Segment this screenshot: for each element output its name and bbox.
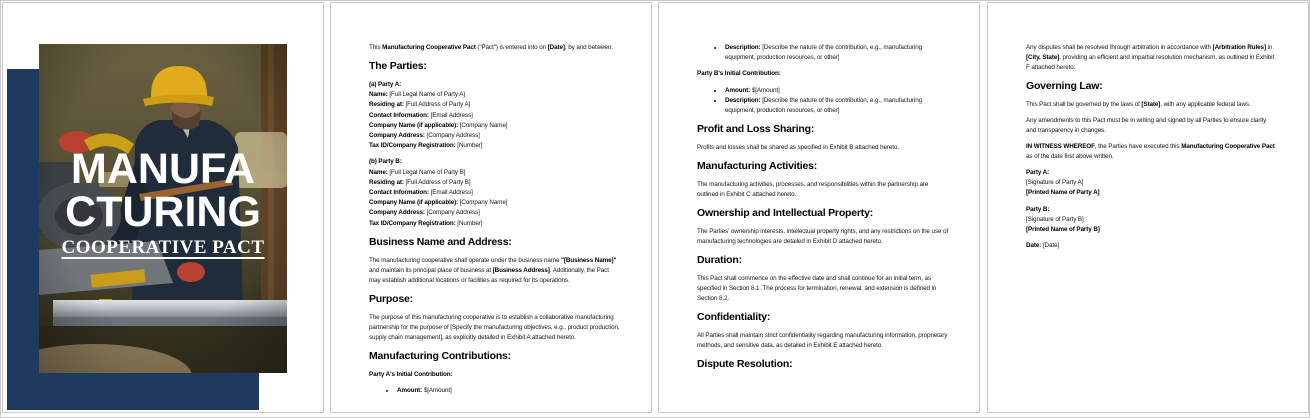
page-3-content — [697, 43, 949, 378]
text: [Full Legal Name of Party B] — [387, 168, 466, 176]
text: and maintain its principal place of business at — [369, 266, 493, 274]
text-line — [369, 100, 621, 110]
text: [Describe the nature of the contribution, e.g., manufacturing equipment, production resources, or other] — [725, 96, 923, 115]
bold-text: Amount: — [725, 86, 751, 94]
bold-text: Party B's Initial Contribution: — [697, 70, 781, 78]
text: in — [1265, 44, 1273, 51]
text: , with any applicable federal laws. — [1160, 101, 1251, 108]
bold-text: Contact Information: — [369, 189, 429, 197]
text: , the Parties have executed this — [1094, 143, 1182, 150]
bold-text: "[Business Name]" — [561, 256, 617, 264]
text: . Additionally, the Pact may establish additional locations or facilities as required for its operations. — [369, 266, 609, 284]
paragraph — [1026, 116, 1278, 136]
text-line — [369, 188, 621, 198]
paragraph — [1026, 142, 1278, 162]
bold-text: Amount: — [397, 387, 423, 395]
section-heading: Manufacturing Activities: — [697, 160, 818, 173]
text-line — [1026, 225, 1278, 235]
text: The manufacturing cooperative shall operate under the business name — [369, 256, 562, 264]
text: [Email Address] — [428, 111, 473, 119]
cover-title[interactable] — [39, 145, 287, 236]
section-heading: Governing Law: — [1026, 80, 1103, 92]
document-page-2[interactable] — [330, 2, 652, 413]
paragraph — [697, 180, 949, 200]
text: [Email Address] — [428, 189, 473, 197]
text-line — [369, 131, 621, 141]
bold-text: IN WITNESS WHEREOF — [1026, 143, 1095, 150]
text-line — [369, 370, 621, 380]
text-line — [369, 90, 621, 100]
cover-subtitle[interactable]: COOPERATIVE PACT — [61, 237, 265, 258]
bullet-list — [697, 86, 949, 117]
text: [Full Address of Party B] — [403, 178, 471, 186]
paragraph — [369, 43, 621, 53]
text-line — [1026, 178, 1278, 188]
bold-text: Party A: — [1026, 169, 1050, 176]
text-line — [369, 208, 621, 218]
text: This — [369, 44, 383, 51]
section-heading: Purpose: — [369, 292, 413, 305]
text: Any amendments to this Pact must be in writing and signed by all Parties to ensure clarity and transparency in changes. — [1026, 117, 1267, 134]
bold-text: [State] — [1141, 101, 1161, 108]
section-heading: Manufacturing Contributions: — [369, 349, 511, 362]
paragraph — [1026, 43, 1278, 73]
paragraph — [697, 143, 949, 153]
page-2-content — [369, 43, 621, 402]
section-heading: Business Name and Address: — [369, 235, 512, 248]
document-page-3[interactable] — [658, 2, 980, 413]
text: [Date] — [1041, 242, 1060, 250]
text-line — [369, 80, 621, 90]
bold-text: Date: — [1026, 242, 1042, 250]
bullet-item — [396, 386, 621, 396]
bullet-item — [724, 43, 949, 63]
bold-text: Party B: — [1026, 205, 1050, 213]
text: This Pact shall be governed by the laws of — [1026, 101, 1142, 108]
cover-title-line-1: MANUFA — [71, 145, 255, 193]
text-line — [1026, 215, 1278, 225]
text: The manufacturing activities, processes, and responsibilities within the partnership are outlined in Exhibit C attached hereto. — [697, 181, 929, 199]
paragraph — [1026, 100, 1278, 110]
text: Any disputes shall be resolved through arbitration in accordance with — [1026, 44, 1213, 51]
text-lines — [1026, 205, 1278, 236]
section-heading: Confidentiality: — [697, 311, 771, 324]
bold-text: [Business Address] — [492, 266, 550, 274]
bold-text: Description: — [725, 44, 761, 51]
text-line — [1026, 168, 1278, 178]
text: [Company Address] — [424, 132, 480, 140]
bullet-list — [697, 43, 949, 63]
text-line — [369, 219, 621, 229]
bold-text: Manufacturing Cooperative Pact — [1181, 143, 1275, 150]
text: [Full Legal Name of Party A] — [387, 91, 465, 99]
cover-title-line-2: CTURING — [65, 188, 261, 236]
section-heading: Ownership and Intellectual Property: — [697, 207, 874, 220]
paragraph — [369, 313, 621, 343]
bold-text: [Date] — [547, 44, 565, 51]
text: , by and between: — [564, 44, 613, 51]
text-line — [369, 168, 621, 178]
text-line — [369, 121, 621, 131]
bold-text: [Arbitration Rules] — [1212, 44, 1266, 51]
text-line — [369, 157, 621, 167]
bold-text: Name: — [369, 168, 388, 176]
bullet-list — [369, 386, 621, 396]
bold-text: Party A's Initial Contribution: — [369, 370, 453, 378]
text-line — [369, 198, 621, 208]
text: [Company Name] — [458, 199, 508, 207]
text: [Signature of Party A] — [1026, 179, 1084, 187]
paragraph — [369, 256, 621, 286]
text: [Company Name] — [458, 121, 508, 129]
cover-page[interactable] — [2, 2, 324, 413]
bold-text: Tax ID/Company Registration: — [369, 219, 456, 227]
bold-text: (a) Party A: — [369, 81, 402, 88]
paragraph — [697, 227, 949, 247]
section-heading: Duration: — [697, 254, 742, 267]
text: [Describe the nature of the contribution, e.g., manufacturing equipment, production resources, or other] — [725, 44, 923, 62]
text-line — [1026, 205, 1278, 215]
text: All Parties shall maintain strict confidentiality regarding manufacturing information, proprietary methods, and sensitive data, as detailed in Exhibit E attached hereto. — [697, 332, 948, 350]
bold-text: Manufacturing Cooperative Pact — [382, 44, 476, 51]
text: , providing an efficient and impartial resolution mechanism, as outlined in Exhibit F attached hereto. — [1026, 54, 1275, 71]
page-4-content — [1026, 43, 1278, 257]
bullet-item — [724, 96, 949, 116]
bold-text: Company Name (if applicable): — [369, 121, 459, 129]
text: $[Amount] — [422, 387, 452, 395]
paragraph — [697, 274, 949, 304]
bold-text: Company Name (if applicable): — [369, 199, 459, 207]
text-lines — [1026, 241, 1278, 251]
document-page-4[interactable] — [987, 2, 1309, 413]
text: [Number] — [455, 142, 483, 150]
text-lines — [1026, 168, 1278, 199]
section-heading: The Parties: — [369, 60, 427, 72]
bold-text: Description: — [725, 96, 761, 104]
bold-text: (b) Party B: — [369, 158, 402, 166]
text: as of the date first above written. — [1026, 153, 1114, 160]
text-line — [1026, 241, 1278, 251]
text-line — [369, 141, 621, 151]
text-lines — [369, 80, 621, 151]
section-heading: Dispute Resolution: — [697, 358, 793, 371]
text: [Company Address] — [424, 209, 480, 217]
text: ("Pact") is entered into on — [475, 44, 548, 51]
text-line — [369, 178, 621, 188]
text: Profits and losses shall be shared as specified in Exhibit B attached hereto. — [697, 144, 899, 152]
bold-text: [Printed Name of Party A] — [1026, 189, 1100, 197]
bold-text: [Printed Name of Party B] — [1026, 226, 1100, 234]
paragraph — [697, 331, 949, 351]
bold-text: Residing at: — [369, 101, 404, 109]
bold-text: Tax ID/Company Registration: — [369, 142, 456, 150]
text: The Parties' ownership interests, intellectual property rights, and any restrictions on the use of manufacturing technologies are detailed in Exhibit D attached hereto. — [697, 228, 949, 246]
text: [Full Address of Party A] — [403, 101, 471, 109]
text: $[Amount] — [750, 86, 780, 94]
bold-text: [City, State] — [1026, 54, 1060, 61]
text: [Signature of Party B] — [1026, 215, 1084, 223]
bold-text: Name: — [369, 91, 388, 99]
bold-text: Contact Information: — [369, 111, 429, 119]
text: The purpose of this manufacturing cooperative is to establish a collaborative manufacturing partnership for the purpose of [Specify the manufacturing objectives, e.g., product production, supply chain management], as explicitly detailed in Exhibit A attached hereto. — [369, 313, 620, 341]
text-lines — [369, 370, 621, 380]
text-lines — [697, 69, 949, 79]
bold-text: Residing at: — [369, 178, 404, 186]
bold-text: Company Address: — [369, 209, 425, 217]
text-line — [1026, 188, 1278, 198]
section-heading: Profit and Loss Sharing: — [697, 123, 815, 136]
cover-photo[interactable] — [39, 44, 287, 373]
bold-text: Company Address: — [369, 132, 425, 140]
text-lines — [369, 157, 621, 228]
bullet-item — [724, 86, 949, 96]
text: This Pact shall commence on the effective date and shall continue for an initial term, as specified in Section 8.1. The process for termination, renewal, and extension is defined in Section 8.2. — [697, 275, 937, 303]
text-line — [697, 69, 949, 79]
text-line — [369, 111, 621, 121]
text: [Number] — [455, 219, 483, 227]
